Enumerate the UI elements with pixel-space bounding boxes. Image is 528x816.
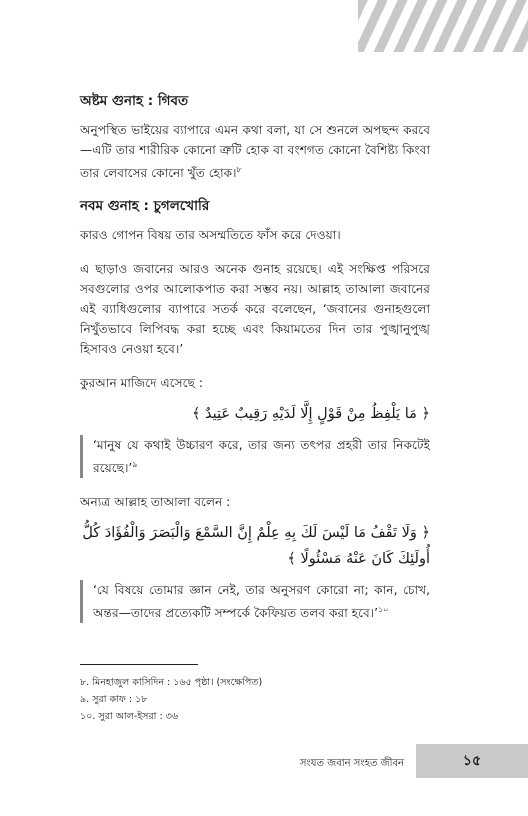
footnotes	[80, 674, 440, 725]
header-stripe-decoration	[358, 0, 528, 52]
quran-2-intro: অন্যত্র আল্লাহ তাআলা বলেন :	[80, 495, 231, 510]
footnote-9: ৯. সুরা কাফ : ১৮	[80, 694, 148, 705]
quran-1-translation: ‘মানুষ যে কথাই উচ্চারণ করে, তার জন্য তৎপর প্রহরী তার নিকটেই রয়েছে।’$^৯$	[80, 435, 430, 478]
footnote-ref-8: ৮	[236, 165, 242, 174]
footer-book-title: সংযত জবান সংহত জীবন	[299, 758, 404, 769]
section-8-text: অনুপস্থিত ভাইয়ের ব্যাপারে এমন কথা বলা, যা সে শুনলে অপছন্দ করবে—এটি তার শারীরিক কোনো ত্রুটি হোক বা বংশগত কোনো বৈশিষ্ট্য কিংবা তার লেবাসের কোনো খুঁত হোক।$^৮$	[80, 123, 430, 181]
footnote-ref-9: ৯	[132, 460, 138, 470]
section-8-heading: অষ্টম গুনাহ : গিবত	[80, 93, 189, 109]
page-number: ১৫	[462, 753, 482, 769]
section-9-text: কারও গোপন বিষয় তার অসম্মতিতে ফাঁস করে দেওয়া।	[80, 228, 341, 243]
quran-1-arabic-verse: ﴿ مَا يَلْفِظُ مِنْ قَوْلٍ إِلَّا لَدَيْهِ رَقِيبٌ عَتِيدٌ ﴾	[191, 406, 430, 423]
section-9-heading: নবম গুনাহ : চুগলখোরি	[80, 198, 210, 215]
page-number-box	[416, 744, 528, 778]
summary-paragraph: এ ছাড়াও জবানের আরও অনেক গুনাহ রয়েছে। এই সংক্ষিপ্ত পরিসরে সবগুলোর ওপর আলোকপাত করা সম্ভব নয়। আল্লাহ তাআলা জবানের এই ব্যাধিগুলোর ব্যাপারে সতর্ক করে বলেছেন, ‘জবানের গুনাহগুলো নিখুঁতভাবে লিপিবদ্ধ করা হচ্ছে এবং কিয়ামতের দিন তার পুঙ্খানুপুঙ্খ হিসাবও নেওয়া হবে।’	[80, 262, 430, 357]
footnote-10: ১০. সুরা আল-ইসরা : ৩৬	[80, 711, 179, 722]
quran-2-arabic-verse: ﴿ وَلَا تَقْفُ مَا لَيْسَ لَكَ بِهِ عِلْمٌ إِنَّ السَّمْعَ وَالْبَصَرَ وَالْفُؤَادَ كُلُّ أُولَئِكَ كَانَ عَنْهُ مَسْئُولًا ﴾	[82, 525, 430, 568]
footnote-divider	[80, 664, 198, 665]
footnote-8: ৮. মিনহাজুল কাসিদিন : ১৬৫ পৃষ্ঠা। (সংক্ষেপিত)	[80, 677, 263, 688]
footnote-ref-10: ১০	[377, 605, 389, 615]
page-body	[80, 92, 430, 623]
quran-1-intro: কুরআন মাজিদে এসেছে :	[80, 376, 203, 391]
quran-2-translation: ‘যে বিষয়ে তোমার জ্ঞান নেই, তার অনুসরণ কোরো না; কান, চোখ, অন্তর—তাদের প্রত্যেকটি সম্পর্কে কৈফিয়ত তলব করা হবে।’$^{১০}$	[80, 580, 430, 623]
